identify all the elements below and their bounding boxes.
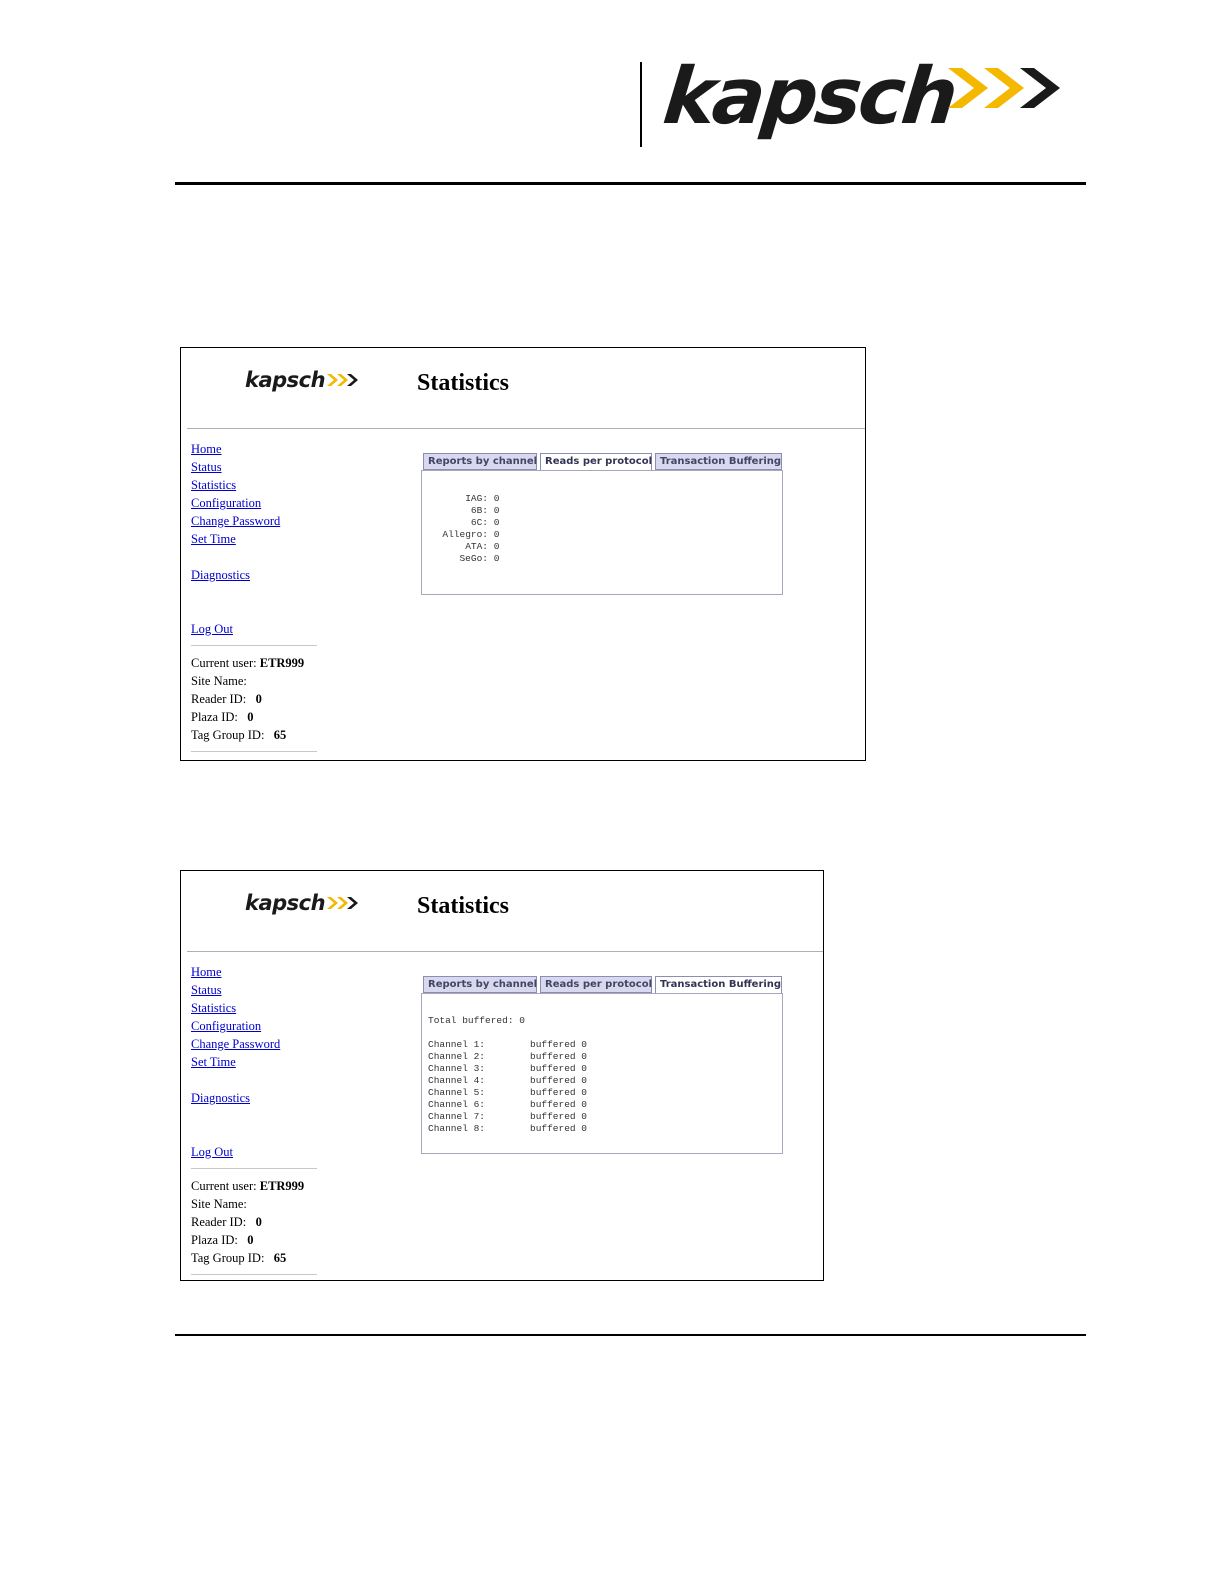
protocol-row: Allegro: 0 xyxy=(442,529,500,540)
nav-menu xyxy=(191,440,280,638)
footer-rule xyxy=(175,1334,1086,1336)
sidebar-separator xyxy=(191,645,317,646)
protocol-panel xyxy=(421,470,783,595)
mini-logo-text: kapsch xyxy=(245,368,326,392)
statistics-screenshot-protocol xyxy=(180,347,866,761)
mini-logo-text: kapsch xyxy=(245,891,326,915)
channel-row: Channel 7: buffered 0 xyxy=(428,1111,588,1122)
protocol-row: 6C: 0 xyxy=(470,517,500,528)
nav-change-password-link[interactable]: Change Password xyxy=(191,514,281,528)
reader-id-value: 0 xyxy=(255,1215,262,1229)
current-user-label: Current user: xyxy=(191,656,257,670)
nav-home-link[interactable]: Home xyxy=(191,442,222,456)
user-info xyxy=(191,1177,304,1267)
mini-kapsch-logo xyxy=(245,893,325,915)
nav-menu xyxy=(191,963,280,1161)
nav-configuration-link[interactable]: Configuration xyxy=(191,496,262,510)
header-rule xyxy=(175,182,1086,185)
channel-row: Channel 5: buffered 0 xyxy=(428,1087,588,1098)
nav-statistics-link[interactable]: Statistics xyxy=(191,1001,237,1015)
channel-row: Channel 6: buffered 0 xyxy=(428,1099,588,1110)
current-user-value: ETR999 xyxy=(259,656,305,670)
kapsch-arrows-icon xyxy=(327,896,361,910)
channel-row: Channel 2: buffered 0 xyxy=(428,1051,588,1062)
current-user-value: ETR999 xyxy=(259,1179,305,1193)
nav-change-password-link[interactable]: Change Password xyxy=(191,1037,281,1051)
sidebar-separator xyxy=(191,751,317,752)
header-divider xyxy=(640,62,642,147)
tag-group-label: Tag Group ID: xyxy=(191,1251,265,1265)
nav-configuration-link[interactable]: Configuration xyxy=(191,1019,262,1033)
channel-row: Channel 1: buffered 0 xyxy=(428,1039,588,1050)
nav-set-time-link[interactable]: Set Time xyxy=(191,532,236,546)
channel-row: Channel 8: buffered 0 xyxy=(428,1123,588,1134)
user-info xyxy=(191,654,304,744)
kapsch-logo xyxy=(659,52,960,142)
sidebar-separator xyxy=(191,1168,317,1169)
tab-reads-per-protocol[interactable]: Reads per protocol xyxy=(540,976,652,993)
mini-kapsch-logo xyxy=(245,370,325,392)
protocol-row: 6B: 0 xyxy=(470,505,500,516)
nav-home-link[interactable]: Home xyxy=(191,965,222,979)
protocol-row: IAG: 0 xyxy=(465,493,500,504)
nav-status-link[interactable]: Status xyxy=(191,460,222,474)
top-divider xyxy=(187,428,865,429)
channel-row: Channel 4: buffered 0 xyxy=(428,1075,588,1086)
nav-logout-link[interactable]: Log Out xyxy=(191,1145,234,1159)
kapsch-logo-text: kapsch xyxy=(659,52,960,142)
reader-id-label: Reader ID: xyxy=(191,692,247,706)
sidebar-separator xyxy=(191,1274,317,1275)
site-name-label: Site Name: xyxy=(191,674,247,688)
buffering-panel xyxy=(421,993,783,1154)
page-title: Statistics xyxy=(417,370,509,396)
statistics-screenshot-buffering xyxy=(180,870,824,1281)
page-title: Statistics xyxy=(417,893,509,919)
protocol-row: ATA: 0 xyxy=(465,541,500,552)
nav-logout-link[interactable]: Log Out xyxy=(191,622,234,636)
tag-group-label: Tag Group ID: xyxy=(191,728,265,742)
site-name-label: Site Name: xyxy=(191,1197,247,1211)
tag-group-value: 65 xyxy=(273,728,287,742)
nav-status-link[interactable]: Status xyxy=(191,983,222,997)
kapsch-arrows-icon xyxy=(327,373,361,387)
tab-reports-by-channel[interactable]: Reports by channel xyxy=(423,453,537,470)
tab-reports-by-channel[interactable]: Reports by channel xyxy=(423,976,537,993)
reader-id-label: Reader ID: xyxy=(191,1215,247,1229)
channel-row: Channel 3: buffered 0 xyxy=(428,1063,588,1074)
kapsch-arrows-icon xyxy=(948,64,1068,112)
nav-diagnostics-link[interactable]: Diagnostics xyxy=(191,1091,251,1105)
plaza-id-label: Plaza ID: xyxy=(191,1233,238,1247)
total-buffered: Total buffered: 0 xyxy=(428,1015,525,1026)
plaza-id-label: Plaza ID: xyxy=(191,710,238,724)
tag-group-value: 65 xyxy=(273,1251,287,1265)
tab-transaction-buffering[interactable]: Transaction Buffering xyxy=(655,453,782,470)
tab-transaction-buffering[interactable]: Transaction Buffering xyxy=(655,976,782,994)
nav-statistics-link[interactable]: Statistics xyxy=(191,478,237,492)
tab-reads-per-protocol[interactable]: Reads per protocol xyxy=(540,453,652,471)
top-divider xyxy=(187,951,823,952)
nav-set-time-link[interactable]: Set Time xyxy=(191,1055,236,1069)
plaza-id-value: 0 xyxy=(247,710,254,724)
nav-diagnostics-link[interactable]: Diagnostics xyxy=(191,568,251,582)
reader-id-value: 0 xyxy=(255,692,262,706)
plaza-id-value: 0 xyxy=(247,1233,254,1247)
current-user-label: Current user: xyxy=(191,1179,257,1193)
protocol-row: SeGo: 0 xyxy=(459,553,500,564)
